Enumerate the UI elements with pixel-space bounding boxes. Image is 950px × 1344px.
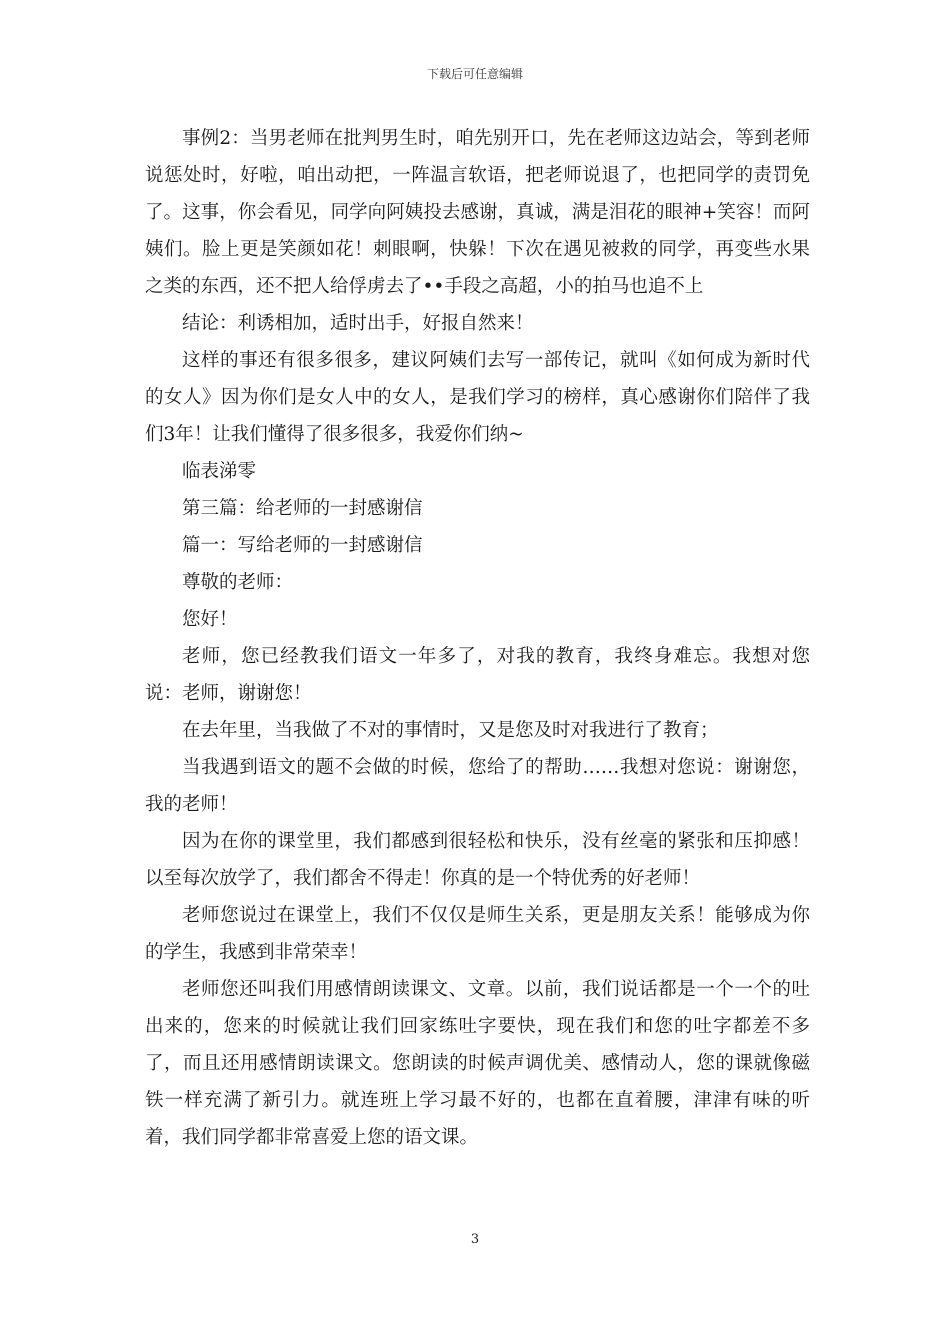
document-body (145, 120, 810, 1156)
page-header: 下载后可任意编辑 (426, 67, 523, 81)
section-heading: 第三篇：给老师的一封感谢信 (182, 498, 423, 519)
letter-greeting: 您好！ (182, 609, 238, 630)
letter-salutation: 尊敬的老师： (182, 572, 294, 593)
paragraph-closing: 临表涕零 (182, 461, 257, 482)
paragraph-conclusion: 结论：利诱相加，适时出手，好报自然来！ (182, 313, 534, 334)
letter-paragraph: 当我遇到语文的题不会做的时候，您给了的帮助……我想对您说：谢谢您，我的老师！ (145, 757, 810, 815)
letter-paragraph: 老师您还叫我们用感情朗读课文、文章。以前，我们说话都是一个一个的吐出来的，您来的时候就让我们回家练吐字要快，现在我们和您的吐字都差不多了，而且还用感情朗读课文。您朗读的时候声调优美、感情动人，您的课就像磁铁一样充满了新引力。就连班上学习最不好的，也都在直着腰，津津有味的听着，我们同学都非常喜爱上您的语文课。 (145, 979, 810, 1148)
letter-paragraph: 在去年里，当我做了不对的事情时，又是您及时对我进行了教育； (182, 720, 719, 741)
letter-paragraph: 老师您说过在课堂上，我们不仅仅是师生关系，更是朋友关系！能够成为你的学生，我感到非常荣幸！ (145, 905, 810, 963)
letter-paragraph: 老师，您已经教我们语文一年多了，对我的教育，我终身难忘。我想对您说：老师，谢谢您！ (145, 646, 810, 704)
subsection-heading: 篇一：写给老师的一封感谢信 (182, 535, 423, 556)
paragraph-biography-suggestion: 这样的事还有很多很多，建议阿姨们去写一部传记，就叫《如何成为新时代的女人》因为你们是女人中的女人，是我们学习的榜样，真心感谢你们陪伴了我们3年！让我们懂得了很多很多，我爱你们纳~ (145, 350, 810, 445)
letter-paragraph: 因为在你的课堂里，我们都感到很轻松和快乐，没有丝毫的紧张和压抑感！以至每次放学了，我们都舍不得走！你真的是一个特优秀的好老师！ (145, 831, 810, 889)
paragraph-example-2: 事例2：当男老师在批判男生时，咱先别开口，先在老师这边站会，等到老师说惩处时，好啦，咱出动把，一阵温言软语，把老师说退了，也把同学的责罚免了。这事，你会看见，同学向阿姨投去感谢，真诚，满是泪花的眼神+笑容！而阿姨们。脸上更是笑颜如花！刺眼啊，快躲！下次在遇见被救的同学，再变些水果之类的东西，还不把人给俘虏去了••手段之高超，小的拍马也追不上 (145, 128, 810, 297)
page-number: 3 (470, 1232, 480, 1247)
